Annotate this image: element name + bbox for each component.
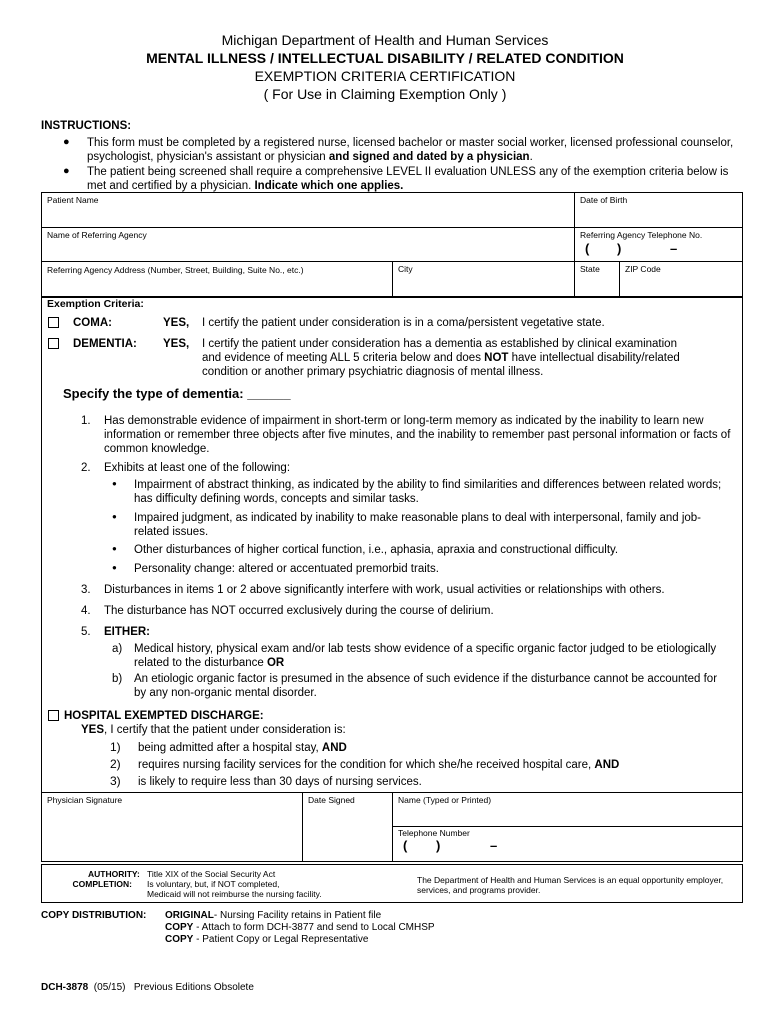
hospital-item-1-text: being admitted after a hospital stay,	[138, 742, 322, 754]
hospital-item-1-and: AND	[321, 742, 347, 754]
dementia-type-field[interactable]: Specify the type of dementia: ______	[63, 386, 291, 401]
instruction-2-text: met and certified by a physician.	[87, 180, 255, 192]
physician-signature-label[interactable]: Physician Signature	[47, 795, 123, 805]
hospital-item-3: is likely to require less than 30 days of nursing services.	[138, 776, 422, 788]
copy-patient-text: - Patient Copy or Legal Representative	[193, 934, 369, 945]
criterion-5-number: 5.	[81, 626, 91, 638]
hospital-discharge-checkbox[interactable]	[48, 710, 59, 721]
copy-patient-label: COPY	[165, 934, 194, 945]
hospital-certify-text: , I certify that the patient under consideration is:	[104, 724, 346, 736]
completion-label: COMPLETION:	[72, 879, 132, 889]
option-a-line-2	[134, 656, 284, 670]
bullet-icon: ●	[112, 544, 117, 553]
copy-distribution-label: COPY DISTRIBUTION:	[41, 910, 147, 921]
hospital-discharge-text	[81, 723, 346, 737]
telephone-label[interactable]: Telephone Number	[398, 828, 470, 838]
form-title: MENTAL ILLNESS / INTELLECTUAL DISABILITY / RELATED CONDITION	[146, 50, 624, 66]
dementia-text-line-3: condition or another primary psychiatric diagnosis of mental illness.	[202, 366, 544, 378]
dementia-yes: YES,	[163, 338, 190, 350]
criterion-5-text: EITHER:	[104, 626, 150, 638]
copy-original-label: ORIGINAL	[165, 910, 214, 921]
completion-text-line-1: Is voluntary, but, if NOT completed,	[147, 879, 280, 889]
instruction-1-line-1: This form must be completed by a registered nurse, licensed bachelor or master social worker, licensed professional counselor,	[87, 137, 734, 149]
criterion-3-text: Disturbances in items 1 or 2 above significantly interfere with work, usual activities or relationships with others.	[104, 584, 665, 596]
instruction-1-end: .	[529, 151, 533, 163]
telephone-paren-open: (	[403, 838, 408, 853]
criterion-3-number: 3.	[81, 584, 91, 596]
criterion-2-text: Exhibits at least one of the following:	[104, 462, 291, 474]
coma-text: I certify the patient under consideration is in a coma/persistent vegetative state.	[202, 317, 605, 329]
instructions-heading: INSTRUCTIONS:	[41, 120, 132, 132]
criterion-1-line-3: common knowledge.	[104, 443, 210, 455]
sub-criterion-1-line-2: has difficulty defining words, concepts and similar tasks.	[134, 493, 419, 505]
instruction-2-line-2	[87, 179, 403, 193]
referring-agency-label[interactable]: Name of Referring Agency	[47, 230, 147, 240]
bullet-icon: ●	[112, 512, 117, 521]
option-a-label: a)	[112, 643, 123, 655]
copy-cmhsp	[165, 922, 435, 933]
hospital-item-2-text: requires nursing facility services for the condition for which she/he received hospital care,	[138, 759, 595, 771]
option-a-text: related to the disturbance	[134, 657, 267, 669]
hospital-item-2-number: 2)	[110, 757, 121, 771]
copy-original-text: - Nursing Facility retains in Patient file	[213, 910, 382, 921]
city-label[interactable]: City	[398, 264, 413, 274]
form-subtitle: EXEMPTION CRITERIA CERTIFICATION	[254, 68, 516, 84]
copy-patient	[165, 934, 368, 945]
instruction-1-bold: and signed and dated by a physician	[328, 151, 530, 163]
completion-text-line-2: Medicaid will not reimburse the nursing facility.	[147, 889, 322, 899]
dementia-text-line-1: I certify the patient under consideration has a dementia as established by clinical examination	[202, 338, 677, 350]
agency-phone-label[interactable]: Referring Agency Telephone No.	[580, 230, 703, 240]
instruction-1-line-2	[87, 150, 533, 164]
bullet-icon: ●	[63, 165, 70, 177]
criterion-1-line-1: Has demonstrable evidence of impairment in short-term or long-term memory as indicated by the inability to learn new	[104, 415, 704, 427]
date-signed-label[interactable]: Date Signed	[308, 795, 355, 805]
copy-cmhsp-text: - Attach to form DCH-3877 and send to Local CMHSP	[193, 922, 435, 933]
hospital-yes: YES	[81, 724, 105, 736]
hospital-discharge-label: HOSPITAL EXEMPTED DISCHARGE:	[64, 710, 264, 722]
zip-label[interactable]: ZIP Code	[625, 264, 661, 274]
phone-dash: –	[670, 241, 678, 256]
criterion-1-number: 1.	[81, 415, 91, 427]
dementia-text-line-2	[202, 351, 680, 365]
phone-paren-close: )	[617, 241, 622, 256]
criterion-1-line-2: information or remember three objects after five minutes, and the inability to remember past personal information or facts of	[104, 429, 731, 441]
instruction-1-text: psychologist, physician's assistant or physician	[87, 151, 329, 163]
criterion-4-text: The disturbance has NOT occurred exclusively during the course of delirium.	[104, 605, 494, 617]
dementia-text-a: and evidence of meeting ALL 5 criteria below and does	[202, 352, 485, 364]
copy-cmhsp-label: COPY	[165, 922, 194, 933]
sub-criterion-3: Other disturbances of higher cortical function, i.e., aphasia, apraxia and constructional difficulty.	[134, 544, 619, 556]
hospital-item-2	[138, 758, 619, 772]
authority-text: Title XIX of the Social Security Act	[147, 869, 276, 879]
patient-name-label[interactable]: Patient Name	[47, 195, 99, 205]
phone-paren-open: (	[585, 241, 590, 256]
instruction-2-bold: Indicate which one applies.	[254, 180, 404, 192]
form-number: DCH-3878	[41, 982, 89, 993]
option-b-line-2: by any non-organic mental disorder.	[134, 687, 317, 699]
use-note: ( For Use in Claiming Exemption Only )	[263, 86, 507, 102]
option-a-or: OR	[266, 657, 285, 669]
criterion-4-number: 4.	[81, 605, 91, 617]
form-edition: (05/15) Previous Editions Obsolete	[88, 982, 254, 993]
authority-label: AUTHORITY:	[88, 869, 140, 879]
sub-criterion-2-line-1: Impaired judgment, as indicated by inability to make reasonable plans to deal with interpersonal, family and job-	[134, 512, 702, 524]
date-of-birth-label[interactable]: Date of Birth	[580, 195, 628, 205]
sub-criterion-4: Personality change: altered or accentuated premorbid traits.	[134, 563, 439, 575]
hospital-item-2-and: AND	[594, 759, 620, 771]
option-b-label: b)	[112, 673, 123, 685]
coma-checkbox[interactable]	[48, 317, 59, 328]
equal-opportunity-line-1: The Department of Health and Human Services is an equal opportunity employer,	[417, 875, 724, 885]
dementia-not: NOT	[484, 352, 509, 364]
form-footer	[41, 982, 254, 993]
state-label[interactable]: State	[580, 264, 600, 274]
printed-name-label[interactable]: Name (Typed or Printed)	[398, 795, 492, 805]
dementia-label: DEMENTIA:	[73, 338, 137, 350]
dementia-text-c: have intellectual disability/related	[508, 352, 680, 364]
instruction-2-line-1: The patient being screened shall require a comprehensive LEVEL II evaluation UNLESS any of the exemption criteria below is	[87, 166, 729, 178]
coma-label: COMA:	[73, 317, 112, 329]
hospital-item-1-number: 1)	[110, 740, 121, 754]
sub-criterion-2-line-2: related issues.	[134, 526, 209, 538]
option-b-line-1: An etiologic organic factor is presumed in the absence of such evidence if the disturbance cannot be accounted for	[134, 673, 718, 685]
telephone-paren-close: )	[436, 838, 441, 853]
equal-opportunity-line-2: services, and programs provider.	[417, 885, 541, 895]
sub-criterion-1-line-1: Impairment of abstract thinking, as indicated by the ability to find similarities and differences between related words;	[134, 479, 722, 491]
coma-yes: YES,	[163, 317, 190, 329]
department-name: Michigan Department of Health and Human Services	[221, 32, 549, 48]
agency-address-label[interactable]: Referring Agency Address (Number, Street, Building, Suite No., etc.)	[47, 265, 304, 275]
bullet-icon: ●	[112, 563, 117, 572]
telephone-dash: –	[490, 838, 498, 853]
bullet-icon: ●	[63, 136, 70, 148]
option-a-line-1: Medical history, physical exam and/or lab tests show evidence of a specific organic factor judged to be etiologically	[134, 643, 717, 655]
copy-original	[165, 910, 381, 921]
bullet-icon: ●	[112, 479, 117, 488]
hospital-item-3-number: 3)	[110, 774, 121, 788]
exemption-criteria-heading: Exemption Criteria:	[47, 298, 144, 310]
dementia-checkbox[interactable]	[48, 338, 59, 349]
hospital-item-1	[138, 741, 347, 755]
criterion-2-number: 2.	[81, 462, 91, 474]
